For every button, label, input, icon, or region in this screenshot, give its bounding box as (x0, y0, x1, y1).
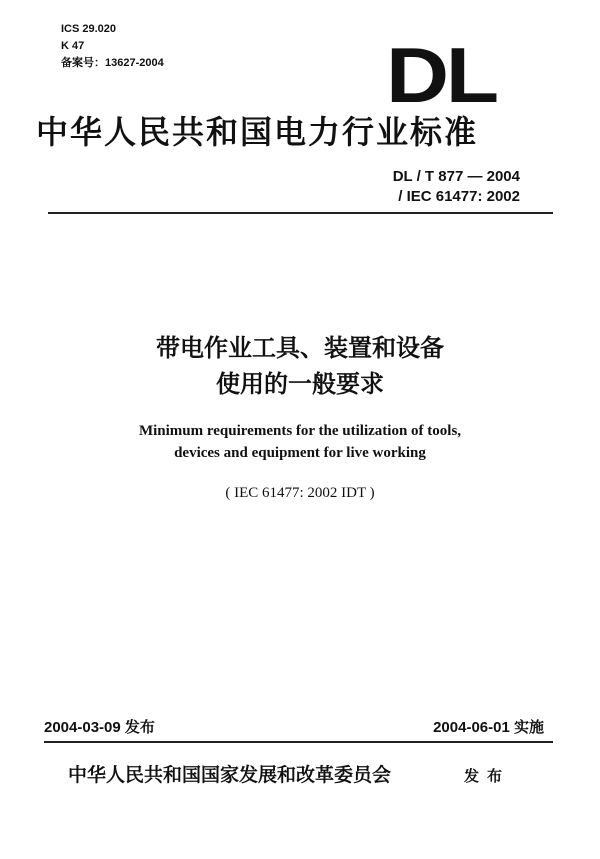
issue-date: 2004-03-09 发布 (44, 719, 155, 736)
publish-label: 发布 (464, 767, 511, 785)
chinese-title-line-2: 使用的一般要求 (216, 370, 384, 398)
header-divider (48, 212, 553, 214)
standard-metadata (61, 21, 164, 72)
category-code: K 47 (61, 40, 85, 52)
english-title (0, 420, 600, 464)
footer-divider (44, 741, 553, 743)
ics-code: ICS 29.020 (61, 23, 117, 35)
chinese-title-line-1: 带电作业工具、装置和设备 (156, 334, 444, 362)
chinese-title (0, 330, 600, 402)
issuing-standard-title: 中华人民共和国电力行业标准 (36, 113, 479, 151)
english-title-line-1: Minimum requirements for the utilization of tools, (138, 423, 462, 439)
filing-number: 备案号：13627-2004 (61, 57, 164, 69)
dl-standard-code: DL / T 877 — 2004 (392, 168, 520, 185)
publisher-name: 中华人民共和国国家发展和改革委员会 (68, 764, 392, 786)
dl-logo: DL (386, 31, 496, 119)
iec-equivalence: ( IEC 61477: 2002 IDT ) (225, 485, 375, 501)
standard-codes (393, 167, 520, 207)
english-title-line-2: devices and equipment for live working (174, 445, 426, 461)
implementation-date: 2004-06-01 实施 (433, 719, 544, 736)
iec-standard-code: / IEC 61477: 2002 (398, 188, 520, 205)
